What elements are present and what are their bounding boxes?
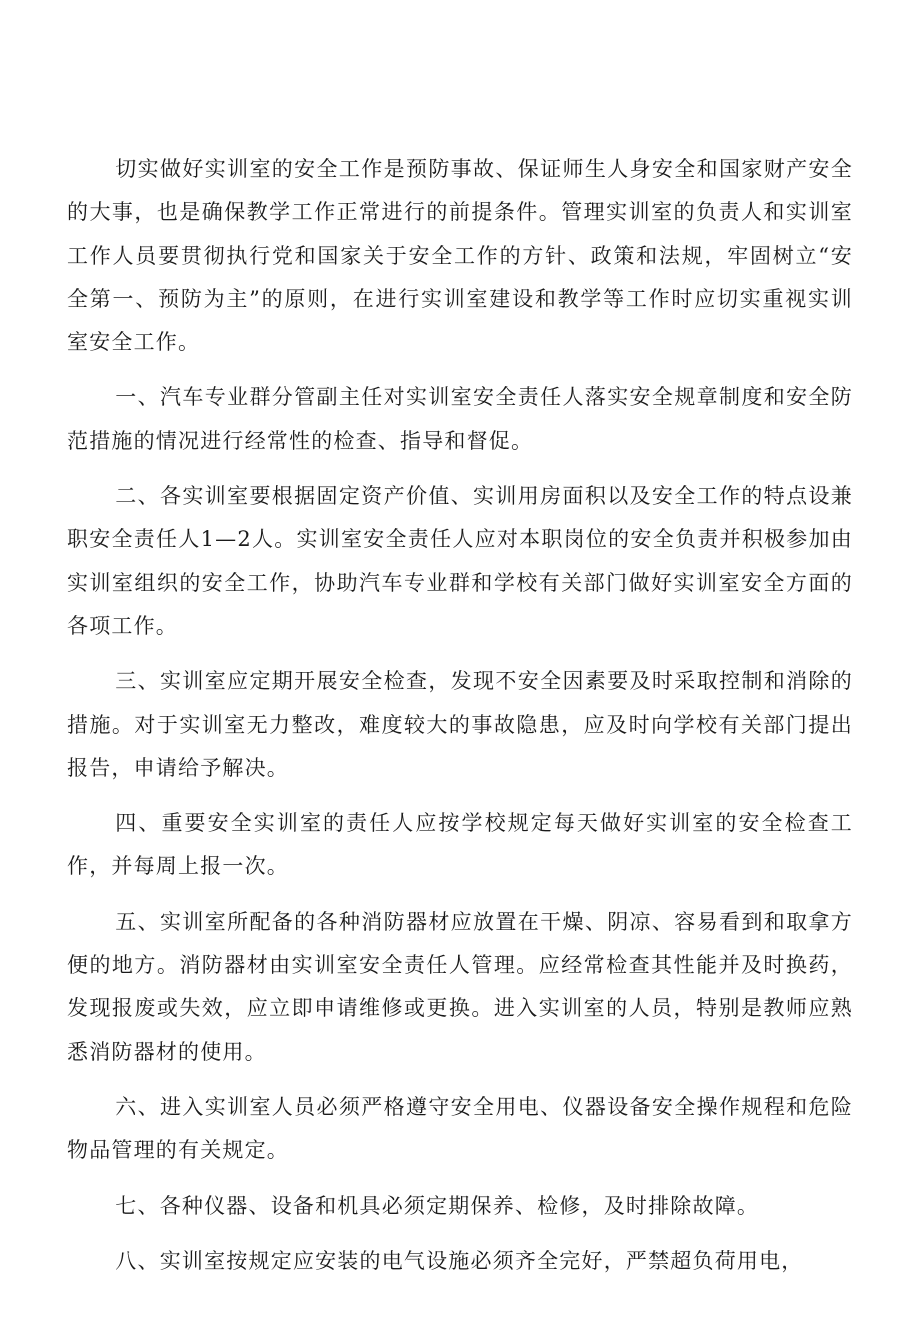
document-body <box>67 148 853 1283</box>
intro-paragraph: 切实做好实训室的安全工作是预防事故、保证师生人身安全和国家财产安全的大事，也是确保教学工作正常进行的前提条件。管理实训室的负责人和实训室工作人员要贯彻执行党和国家关于安全工作的方针、政策和法规，牢固树立“安全第一、预防为主”的原则，在进行实训室建设和教学等工作时应切实重视实训室安全工作。 <box>67 157 853 355</box>
rule-paragraph-6: 六、进入实训室人员必须严格遵守安全用电、仪器设备安全操作规程和危险物品管理的有关规定。 <box>67 1094 853 1163</box>
rule-paragraph-4: 四、重要安全实训室的责任人应按学校规定每天做好实训室的安全检查工作，并每周上报一次。 <box>67 811 853 879</box>
rule-paragraph-3: 三、实训室应定期开展安全检查，发现不安全因素要及时采取控制和消除的措施。对于实训室无力整改，难度较大的事故隐患，应及时向学校有关部门提出报告，申请给予解决。 <box>67 669 853 780</box>
rule-paragraph-5: 五、实训室所配备的各种消防器材应放置在干燥、阴凉、容易看到和取拿方便的地方。消防器材由实训室安全责任人管理。应经常检查其性能并及时换药，发现报废或失效，应立即申请维修或更换。进入实训室的人员，特别是教师应熟悉消防器材的使用。 <box>67 909 853 1064</box>
rule-paragraph-7: 七、各种仪器、设备和机具必须定期保养、检修，及时排除故障。 <box>115 1193 760 1218</box>
rule-paragraph-8: 八、实训室按规定应安装的电气设施必须齐全完好，严禁超负荷用电， <box>115 1248 804 1273</box>
rule-paragraph-1: 一、汽车专业群分管副主任对实训室安全责任人落实安全规章制度和安全防范措施的情况进行经常性的检查、指导和督促。 <box>67 385 853 453</box>
rule-paragraph-2: 二、各实训室要根据固定资产价值、实训用房面积以及安全工作的特点设兼职安全责任人1—2人。实训室安全责任人应对本职岗位的安全负责并积极参加由实训室组织的安全工作，协助汽车专业群和学校有关部门做好实训室安全方面的各项工作。 <box>67 484 853 638</box>
